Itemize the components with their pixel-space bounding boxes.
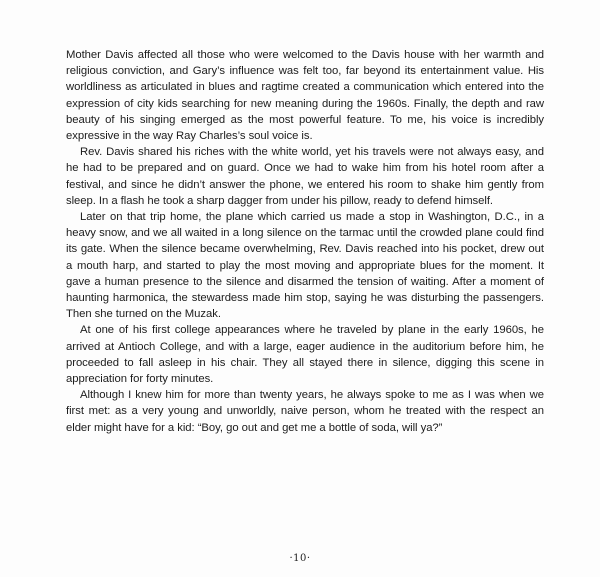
body-text [66, 47, 544, 436]
paragraph-5: Although I knew him for more than twenty years, he always spoke to me as I was when we first met: as a very young and unworldly, naive person, whom he treated with the respect an elder might have for a kid: “Boy, go out and get me a bottle of soda, will ya?” [66, 389, 544, 434]
paragraph-2: Rev. Davis shared his riches with the white world, yet his travels were not always easy, and he had to be prepared and on guard. Once we had to wake him from his hotel room after a festival, and since he didn’t answer the phone, we entered his room to shake him gently from sleep. In a flash he took a sharp dagger from under his pillow, ready to defend himself. [66, 146, 544, 207]
page-number: ·10· [289, 553, 311, 564]
paragraph-4: At one of his first college appearances where he traveled by plane in the early 1960s, he arrived at Antioch College, and with a large, eager audience in the auditorium before him, he proceeded to fall asleep in his chair. They all stayed there in silence, digging this scene in appreciation for forty minutes. [66, 324, 544, 386]
paragraph-3: Later on that trip home, the plane which carried us made a stop in Washington, D.C., in a heavy snow, and we all waited in a long silence on the tarmac until the crowded plane could find its gate. When the silence became overwhelming, Rev. Davis reached into his pocket, drew out a mouth harp, and started to play the most moving and appropriate blues for the moment. It gave a human presence to the silence and disarmed the tension of waiting. After a moment of haunting harmonica, the stewardess made him stop, saying he was disturbing the passengers. Then she turned on the Muzak. [66, 211, 544, 321]
paragraph-1: Mother Davis affected all those who were welcomed to the Davis house with her warmth and religious conviction, and Gary’s influence was felt too, far beyond its entertainment value. His worldliness as articulated in blues and ragtime created a communication which entered into the expression of city kids searching for new meaning during the 1960s. Finally, the depth and raw beauty of his singing emerged as the most powerful feature. To me, his voice is incredibly expressive in the way Ray Charles’s soul voice is. [66, 49, 544, 143]
